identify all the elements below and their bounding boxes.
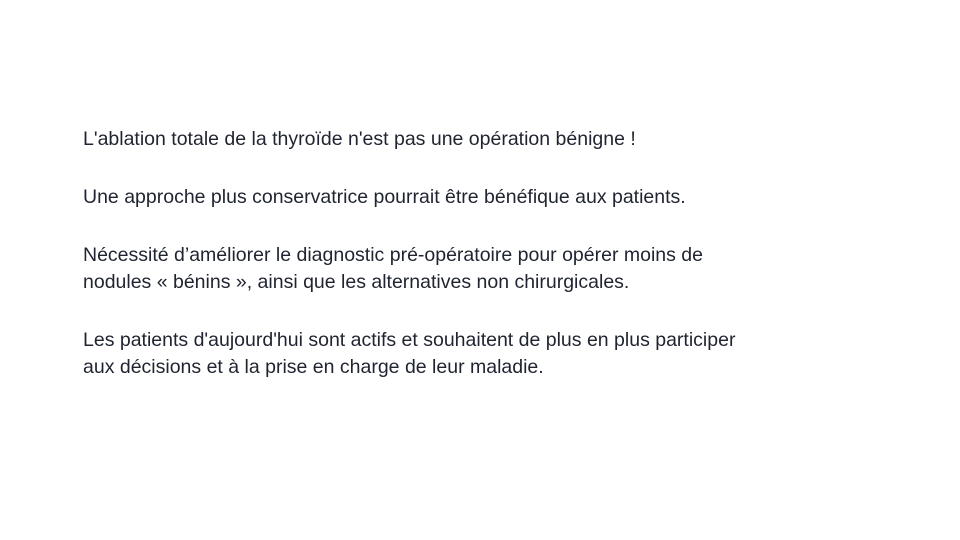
- paragraph-thyroidectomy-risk: L'ablation totale de la thyroïde n'est pas une opération bénigne !: [83, 128, 636, 150]
- slide-body-text: [83, 126, 923, 412]
- paragraph-conservative-approach: Une approche plus conservatrice pourrait être bénéfique aux patients.: [83, 186, 686, 208]
- paragraph-preoperative-diagnosis: Nécessité d’améliorer le diagnostic pré-opératoire pour opérer moins de nodules « bénins », ainsi que les alternatives non chirurgicales.: [83, 244, 703, 293]
- paragraph-patient-participation: Les patients d'aujourd'hui sont actifs et souhaitent de plus en plus participer aux décisions et à la prise en charge de leur maladie.: [83, 329, 736, 378]
